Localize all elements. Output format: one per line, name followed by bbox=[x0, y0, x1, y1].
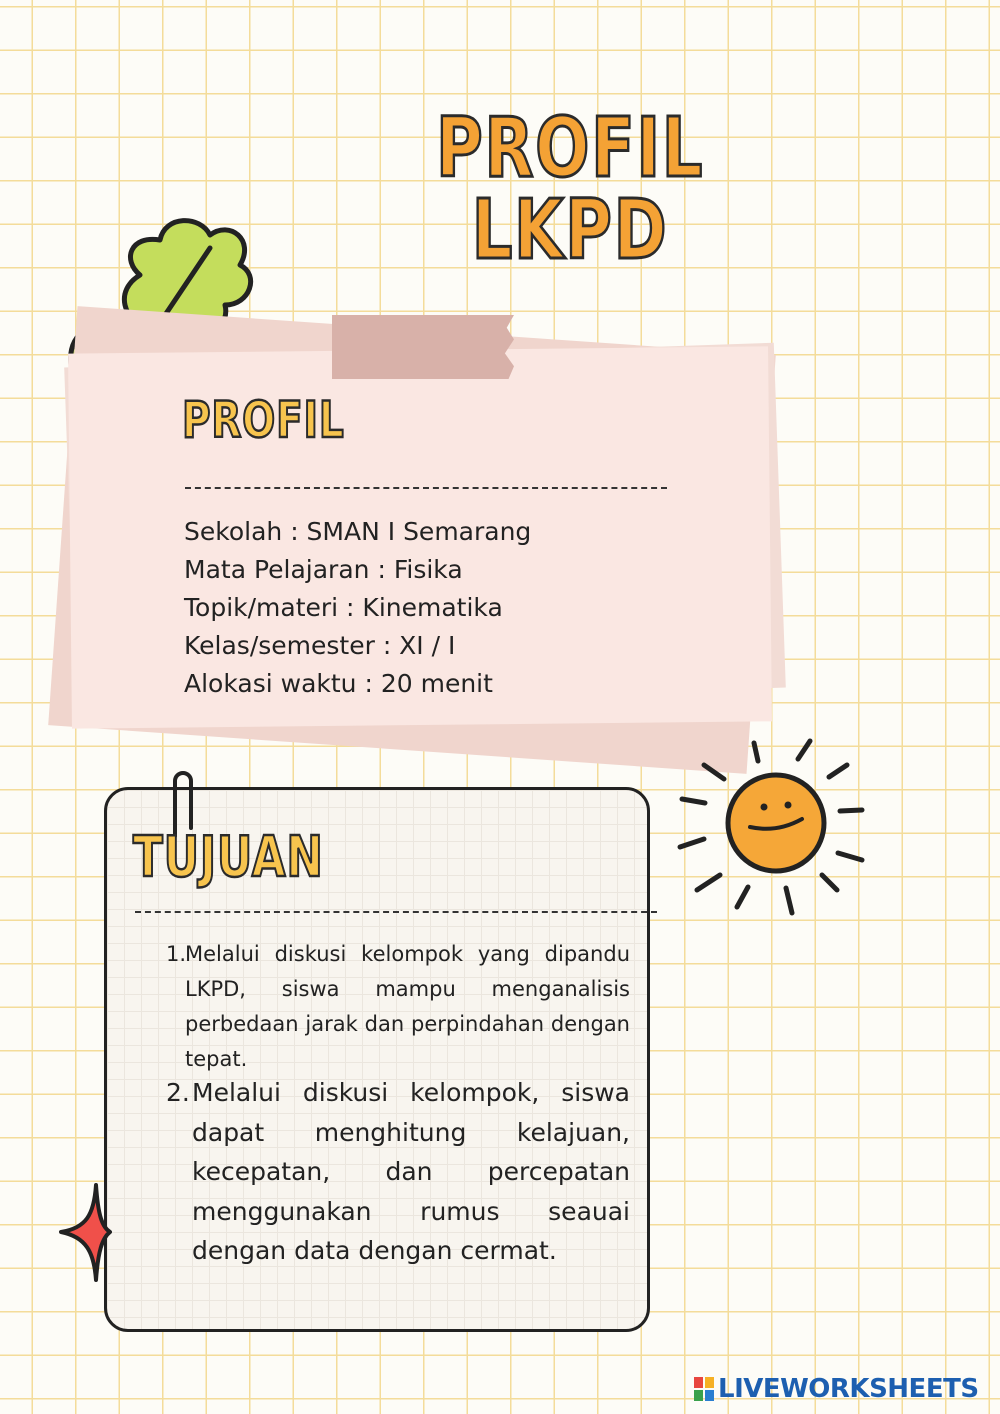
goal-item-2 bbox=[166, 1073, 630, 1271]
tape-decoration bbox=[332, 315, 514, 379]
liveworksheets-logo-icon bbox=[694, 1377, 714, 1401]
info-subject: Mata Pelajaran : Fisika bbox=[184, 555, 463, 584]
goal-text: Melalui diskusi kelompok yang dipandu LKPD, siswa mampu menganalisis perbedaan jarak dan perpindahan dengan tepat. bbox=[185, 942, 630, 1071]
goal-text: Melalui diskusi kelompok, siswa dapat menghitung kelajuan, kecepatan, dan percepatan menggunakan rumus seauai dengan data dengan cermat. bbox=[192, 1078, 630, 1265]
info-school: Sekolah : SMAN I Semarang bbox=[184, 517, 532, 546]
goal-number: 2. bbox=[166, 1078, 190, 1107]
info-topic: Topik/materi : Kinematika bbox=[184, 593, 503, 622]
profil-heading: PROFIL bbox=[182, 391, 345, 449]
liveworksheets-brand[interactable] bbox=[694, 1374, 979, 1404]
goal-item-1 bbox=[166, 937, 630, 1077]
tujuan-divider bbox=[135, 911, 657, 913]
smiling-sun-icon bbox=[672, 735, 872, 920]
tujuan-heading: TUJUAN bbox=[133, 825, 324, 890]
info-time-allocation: Alokasi waktu : 20 menit bbox=[184, 669, 493, 698]
info-class-semester: Kelas/semester : XI / I bbox=[184, 631, 456, 660]
brand-name: LIVEWORKSHEETS bbox=[718, 1374, 979, 1404]
profil-info-list bbox=[184, 513, 531, 703]
sparkle-star-icon bbox=[56, 1180, 112, 1285]
page-title: PROFIL LKPD bbox=[435, 101, 705, 278]
profil-divider bbox=[185, 487, 667, 489]
goal-number: 1. bbox=[166, 942, 187, 966]
